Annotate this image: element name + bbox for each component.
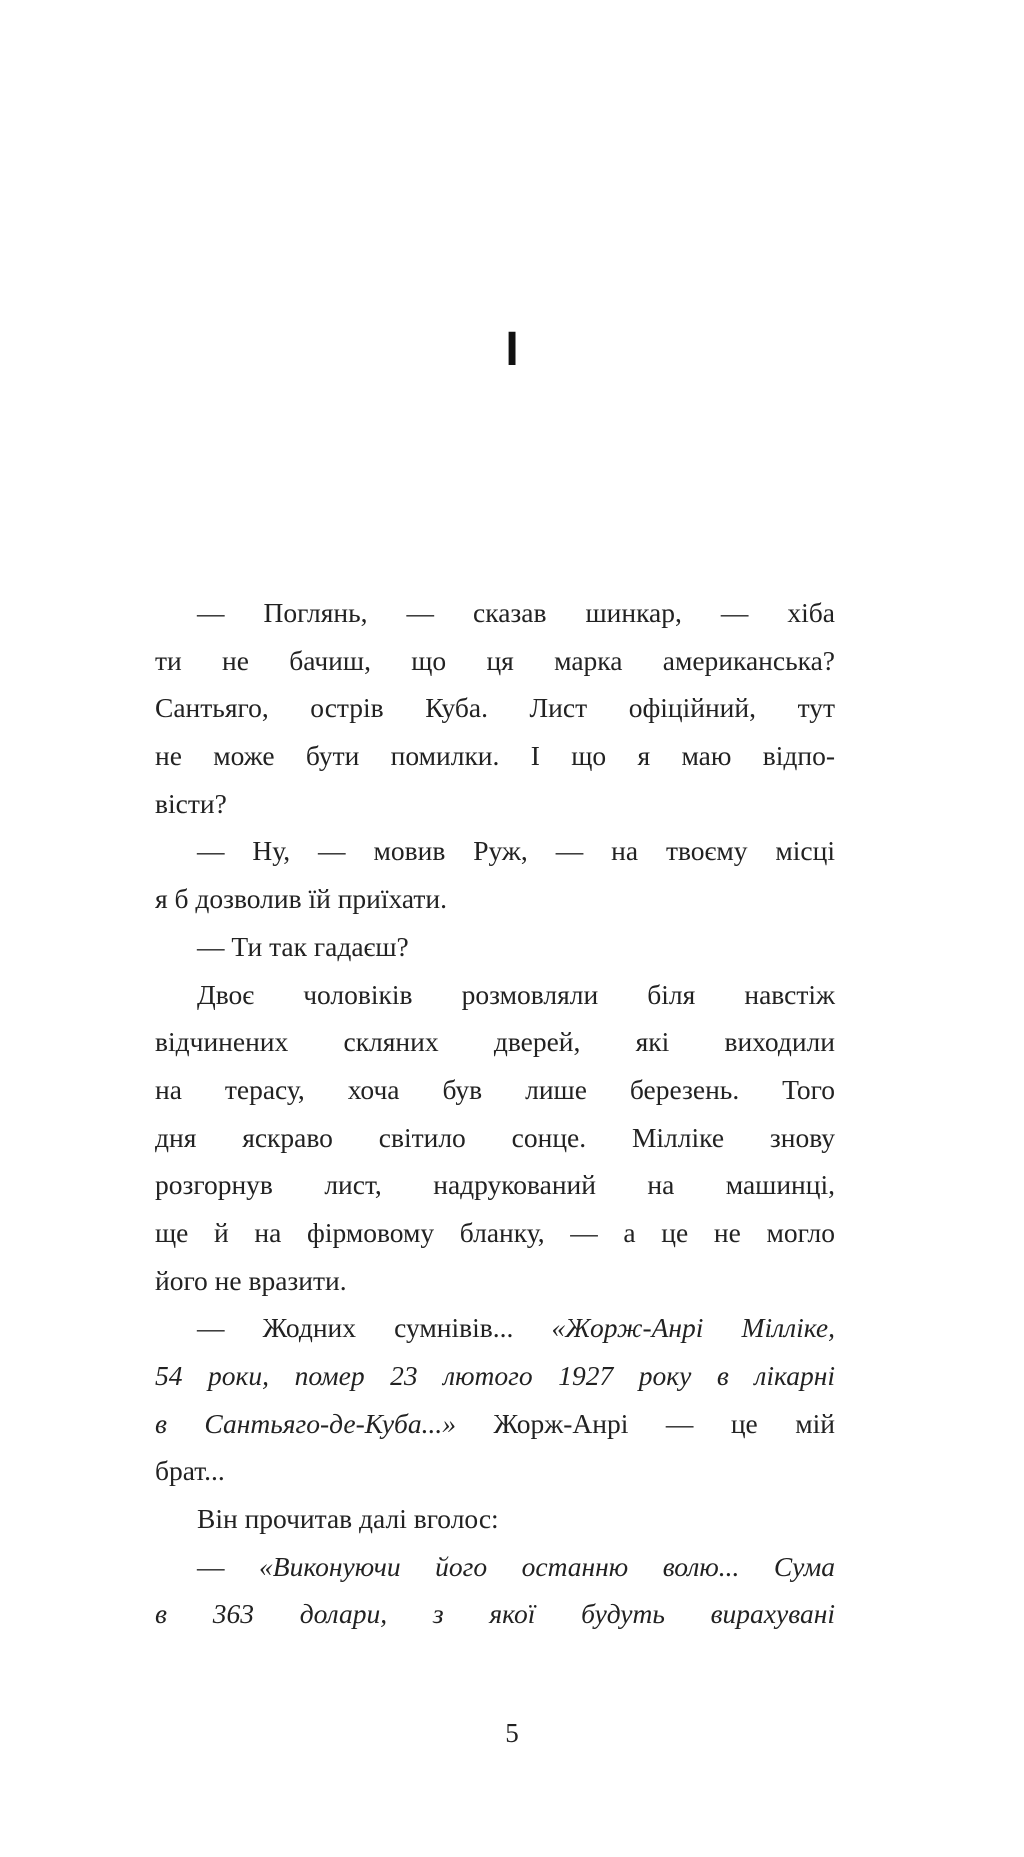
- text-segment: — Жодних сумнівів...: [197, 1312, 552, 1344]
- text-segment: не може бути помилки. І що я маю відпо-: [155, 740, 835, 772]
- text-line: [155, 1447, 835, 1495]
- text-line: [155, 1543, 835, 1591]
- text-line: [155, 1066, 835, 1114]
- chapter-heading: I: [505, 323, 519, 376]
- text-segment: Двоє чоловіків розмовляли біля навстіж: [197, 978, 835, 1010]
- text-segment: його не вразити.: [155, 1264, 347, 1296]
- text-line: [155, 732, 835, 780]
- text-segment: Сантьяго, острів Куба. Лист офіційний, тут: [155, 692, 835, 724]
- italic-quote-segment: «Виконуючи його останню волю... Сума: [259, 1550, 836, 1582]
- text-line: [155, 684, 835, 732]
- text-line: [155, 637, 835, 685]
- italic-quote-segment: в Сантьяго-де-Куба...»: [155, 1407, 456, 1439]
- text-line: [155, 1257, 835, 1305]
- text-line: [155, 1590, 835, 1638]
- text-line: [155, 827, 835, 875]
- text-segment: відчинених скляних дверей, які виходили: [155, 1026, 835, 1058]
- text-line: [155, 1209, 835, 1257]
- text-line: [155, 875, 835, 923]
- text-segment: —: [197, 1550, 260, 1582]
- text-line: [155, 971, 835, 1019]
- text-line: [155, 780, 835, 828]
- text-line: [155, 1352, 835, 1400]
- text-segment: на терасу, хоча був лише березень. Того: [155, 1073, 835, 1105]
- italic-quote-segment: в 363 долари, з якої будуть вирахувані: [155, 1598, 835, 1630]
- text-line: [155, 1495, 835, 1543]
- text-segment: розгорнув лист, надрукований на машинці,: [155, 1169, 835, 1201]
- text-line: [155, 1114, 835, 1162]
- text-segment: — Ну, — мовив Руж, — на твоєму місці: [197, 835, 835, 867]
- text-segment: дня яскраво світило сонце. Мілліке знову: [155, 1121, 835, 1153]
- text-line: [155, 923, 835, 971]
- text-segment: брат...: [155, 1455, 225, 1487]
- text-line: [155, 1018, 835, 1066]
- text-line: [155, 1400, 835, 1448]
- text-line: [155, 589, 835, 637]
- text-segment: — Ти так гадаєш?: [197, 930, 409, 962]
- text-segment: вісти?: [155, 787, 227, 819]
- italic-quote-segment: «Жорж-Анрі Мілліке,: [551, 1312, 835, 1344]
- italic-quote-segment: 54 роки, помер 23 лютого 1927 року в лікарні: [155, 1360, 835, 1391]
- text-segment: Він прочитав далі вголос:: [197, 1503, 499, 1535]
- text-segment: Жорж-Анрі — це мій: [456, 1407, 835, 1439]
- text-segment: ти не бачиш, що ця марка американська?: [155, 644, 835, 676]
- body-text: [155, 589, 835, 1638]
- text-line: [155, 1161, 835, 1209]
- text-line: [155, 1304, 835, 1352]
- page-number: 5: [505, 1718, 519, 1748]
- text-segment: ще й на фірмовому бланку, — а це не могло: [155, 1216, 835, 1248]
- text-segment: я б дозволив їй приїхати.: [155, 883, 448, 915]
- text-segment: — Поглянь, — сказав шинкар, — хіба: [197, 597, 835, 628]
